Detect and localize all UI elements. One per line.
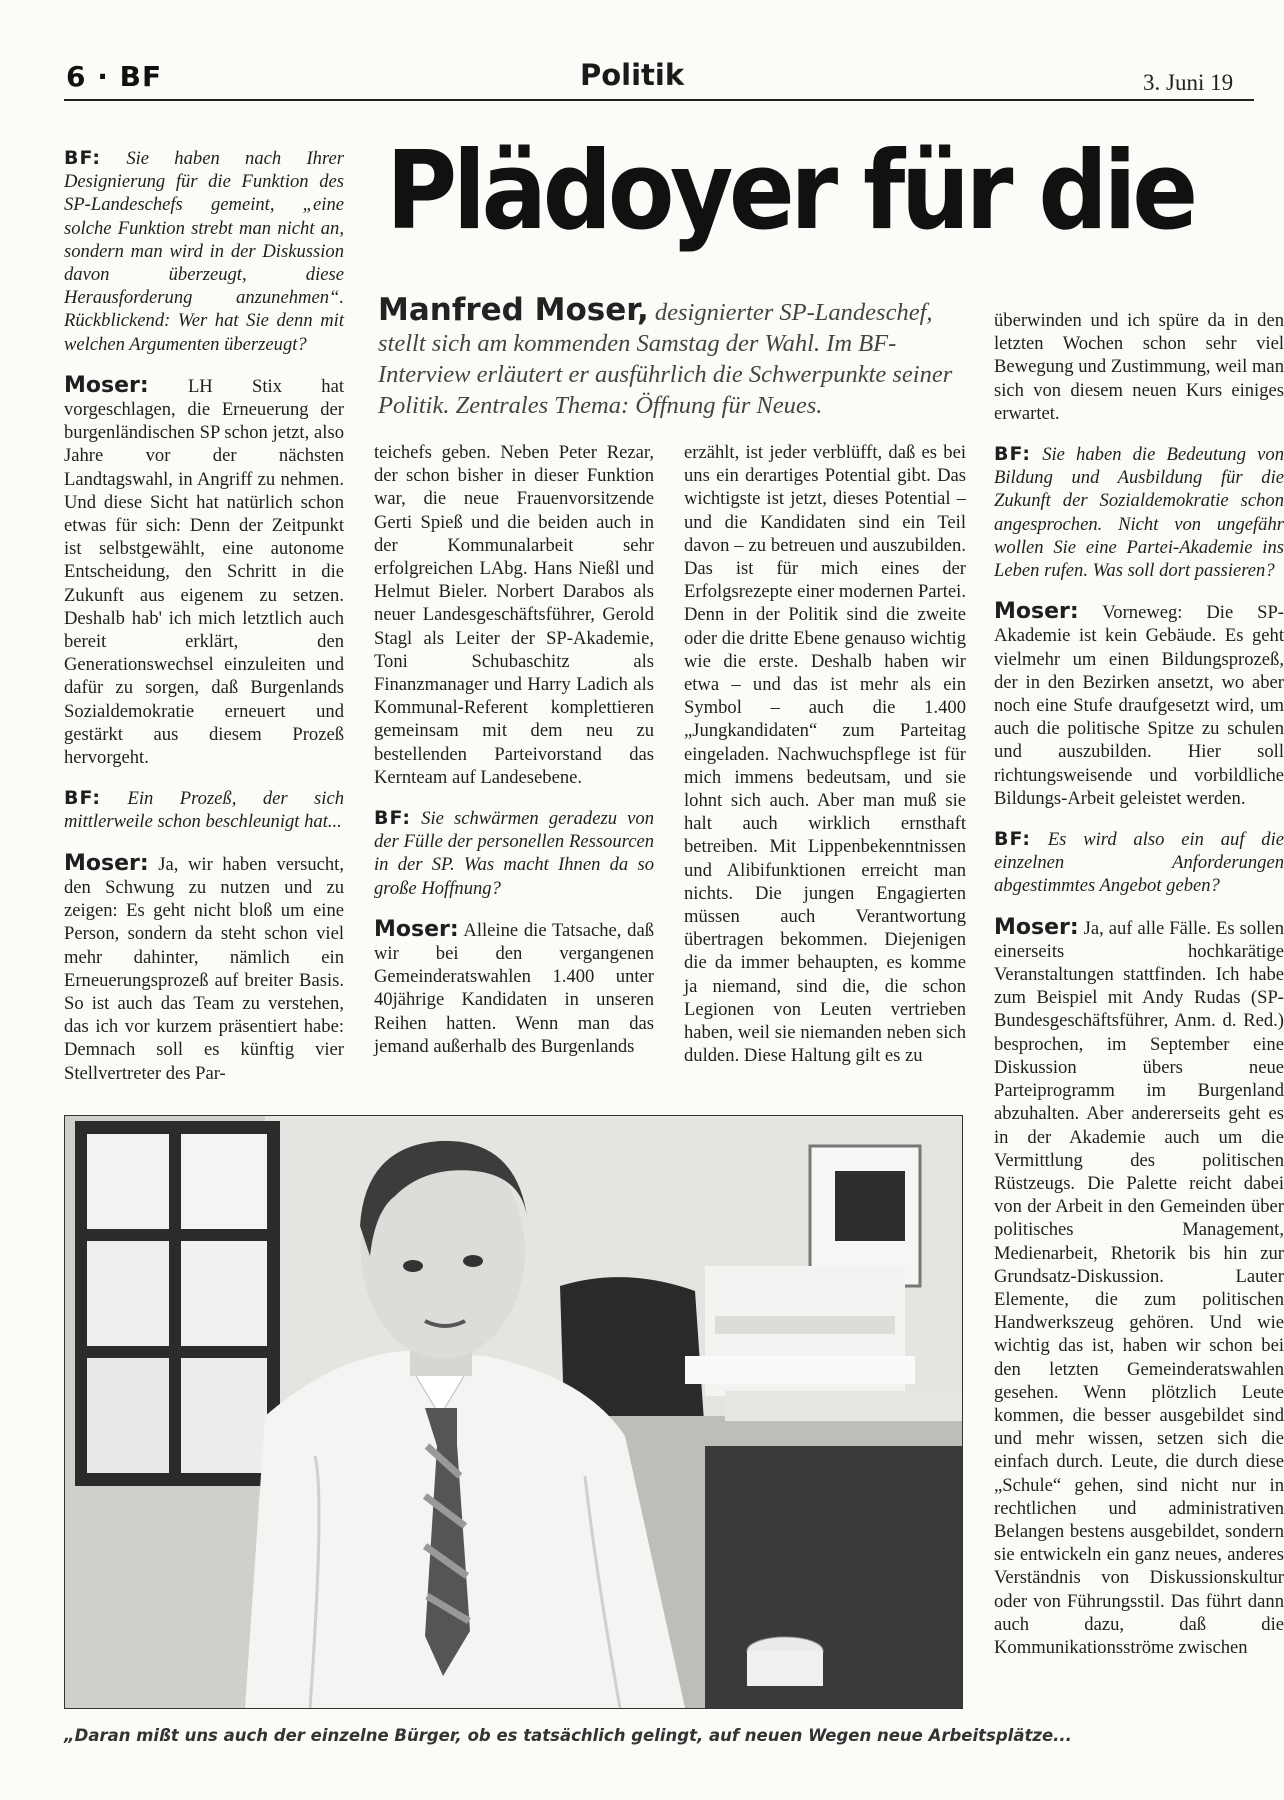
moser-label: Moser: <box>64 850 149 876</box>
question <box>994 828 1284 898</box>
bf-label: BF: <box>994 828 1032 851</box>
deck <box>378 292 958 421</box>
moser-label: Moser: <box>64 372 149 398</box>
answer <box>64 852 344 1085</box>
column-1 <box>64 147 344 1103</box>
article-photo <box>64 1115 963 1709</box>
header-rule <box>64 99 1254 101</box>
question <box>994 443 1284 582</box>
bf-label: BF: <box>374 807 412 830</box>
question-text: Es wird also ein auf die einzelnen Anforderungen abgestimmtes Angebot geben? <box>994 829 1284 897</box>
moser-label: Moser: <box>374 916 459 942</box>
column-4 <box>994 309 1284 1794</box>
answer-text: Alleine die Tatsache, daß wir bei den vergangenen Gemeinderatswahlen 1.400 unter 40jährige Kandidaten in unseren Reihen hatten. Wenn man das jemand außerhalb des Burgenlands <box>374 919 654 1057</box>
deck-text: designierter SP-Landeschef, stellt sich am kommenden Samstag der Wahl. Im BF-Interview erläutert er ausführlich die Schwerpunkte seiner Politik. Zentrales Thema: Öffnung für Neues. <box>378 299 953 419</box>
answer-continued: erzählt, ist jeder verblüfft, daß es bei uns ein derartiges Potential gibt. Das wichtigste ist jetzt, dieses Potential – und die Kandidaten sind ein Teil davon – zu betreuen und auszubilden. Das ist für mich eines der Erfolgsrezepte einer modernen Partei. Denn in der Politik sind die zweite oder die dritte Ebene genauso wichtig wie die erste. Deshalb haben wir etwa – und das ist mehr als ein Symbol – auch die 1.400 „Jungkandidaten“ zum Parteitag eingeladen. Nachwuchspflege ist für mich immens bedeutsam, und sie lohnt sich auch. Aber man muß sie halt auch wirklich ernsthaft betreiben. Mit Lippenbekenntnissen und Alibifunktionen erreicht man nichts. Die jungen Engagierten müssen auch Verantwortung übertragen bekommen. Diejenigen die da immer behaupten, es komme ja niemand, sind die, die schon Legionen von Leuten vertrieben haben, weil sie niemanden neben sich dulden. Diese Haltung gilt es zu <box>684 442 966 1067</box>
answer-continued: überwinden und ich spüre da in den letzten Wochen schon sehr viel Bewegung und Zustimmung, weil man sich von diesem neuen Kurs einiges erwartet. <box>994 310 1284 424</box>
column-3 <box>684 441 966 1085</box>
question-text: Ein Prozeß, der sich mittlerweile schon beschleunigt hat... <box>64 788 345 833</box>
answer <box>374 918 654 1058</box>
answer <box>64 374 344 769</box>
page-number-label: 6 · BF <box>66 60 163 93</box>
moser-label: Moser: <box>994 599 1079 625</box>
question-text: Sie haben nach Ihrer Designierung für die Funktion des SP-Landeschefs gemeint, „eine solche Funktion strebt man nicht an, sondern man wird in der Diskussion davon überzeugt, diese Herausforderung anzunehmen“. Rückblickend: Wer hat Sie denn mit welchen Argumenten überzeugt? <box>64 148 344 355</box>
moser-label: Moser: <box>994 914 1079 940</box>
question-text: Sie haben die Bedeutung von Bildung und Ausbildung für die Zukunft der Sozialdemokratie schon angesprochen. Nicht von ungefähr wollen Sie eine Partei-Akademie ins Leben rufen. Was soll dort passieren? <box>994 444 1284 582</box>
window-illustration <box>75 1121 280 1486</box>
answer-continued: teichefs geben. Neben Peter Rezar, der schon bisher in dieser Funktion war, die neue Frauenvorsitzende Gerti Spieß und die beiden auch in der Kommunalarbeit sehr erfolgreichen LAbg. Hans Nießl und Helmut Bieler. Norbert Darabos als neuer Landesgeschäftsführer, Gerold Stagl als Leiter der SP-Akademie, Toni Schubaschitz als Finanzmanager und Harry Ladich als Kommunal-Referent komplettieren gemeinsam mit dem neu zu bestellenden Parteivorstand das Kernteam auf Landesebene. <box>374 442 654 788</box>
answer-text: Vorneweg: Die SP-Akademie ist kein Gebäude. Es geht vielmehr um einen Bildungsprozeß, der in den Bezirken ansetzt, wo aber noch eine Stufe draufgesetzt wird, um auch die politische Spitze zu schulen und auszubilden. Hier soll richtungsweisende und vorbildliche Bildungs-Arbeit geleistet werden. <box>994 602 1284 809</box>
answer-text: Ja, auf alle Fälle. Es sollen einerseits hochkarätige Veranstaltungen stattfinden. Ich habe zum Beispiel mit Andy Rudas (SP-Bundesgeschäftsführer, Anm. d. Red.) besprochen, im September eine Diskussion übers neue Parteiprogramm im Burgenland abzuhalten. Aber andererseits geht es in der Akademie auch um die Vermittlung des politischen Rüstzeugs. Die Palette reicht dabei von der Arbeit in den Gemeinden über politisches Management, Medienarbeit, Rhetorik bis hin zur Grundsatz-Diskussion. Lauter Elemente, die zum politischen Handwerkszeug gehören. Und wie wichtig das ist, haben wir schon bei den letzten Gemeinderatswahlen gesehen. Wenn plötzlich Leute kommen, die besser ausgebildet sind und mehr wissen, setzen sich die einfach durch. Leute, die durch diese „Schule“ gehen, sind nicht nur in rechtlichen und administrativen Belangen bestens ausgebildet, sondern sie entwickeln ein ganz neues, anderes Verständnis von Diskussionskultur oder von Führungsstil. Das führt dann auch dazu, daß die Kommunikationsströme zwischen <box>994 917 1284 1658</box>
question <box>374 807 654 900</box>
answer-text: LH Stix hat vorgeschlagen, die Erneuerung der burgenländischen SP schon jetzt, also Jahre vor der nächsten Landtagswahl, in Angriff zu nehmen. Und diese Sicht hat natürlich schon etwas für sich: Denn der Zeitpunkt ist selbstgewählt, eine autonome Entscheidung, den Schritt in die Zukunft aus eigenem zu setzen. Deshalb hab' ich mich letztlich auch bereit erklärt, den Generationswechsel einzuleiten und dafür zu sorgen, daß Burgenlands Sozialdemokratie erneuert und gestärkt aus diesem Prozeß hervorgeht. <box>64 375 344 769</box>
question <box>64 147 344 356</box>
question-text: Sie schwärmen geradezu von der Fülle der personellen Ressourcen in der SP. Was macht Ihnen da so große Hoffnung? <box>374 808 654 899</box>
column-2 <box>374 441 654 1076</box>
photo-caption: „Daran mißt uns auch der einzelne Bürger, ob es tatsächlich gelingt, auf neuen Wegen neue Arbeitsplätze... <box>64 1726 1072 1745</box>
bf-label: BF: <box>64 147 102 169</box>
question <box>64 787 344 833</box>
answer <box>994 600 1284 810</box>
issue-date: 3. Juni 19 <box>1143 70 1234 95</box>
bf-label: BF: <box>994 443 1032 466</box>
answer <box>994 916 1284 1660</box>
deck-name: Manfred Moser, <box>378 292 649 328</box>
section-title: Politik <box>580 58 685 92</box>
bf-label: BF: <box>64 787 102 810</box>
photo-illustration <box>65 1116 962 1708</box>
answer-text: Ja, wir haben versucht, den Schwung zu nutzen und zu zeigen: Es geht nicht bloß um eine Person, sondern da steht schon viel mehr dahinter, nämlich ein Erneuerungsprozeß auf breiter Basis. So ist auch das Team zu verstehen, das ich vor kurzem präsentiert habe: Demnach soll es künftig vier Stellvertreter des Par- <box>64 853 344 1084</box>
headline: Plädoyer für die <box>386 129 1194 254</box>
